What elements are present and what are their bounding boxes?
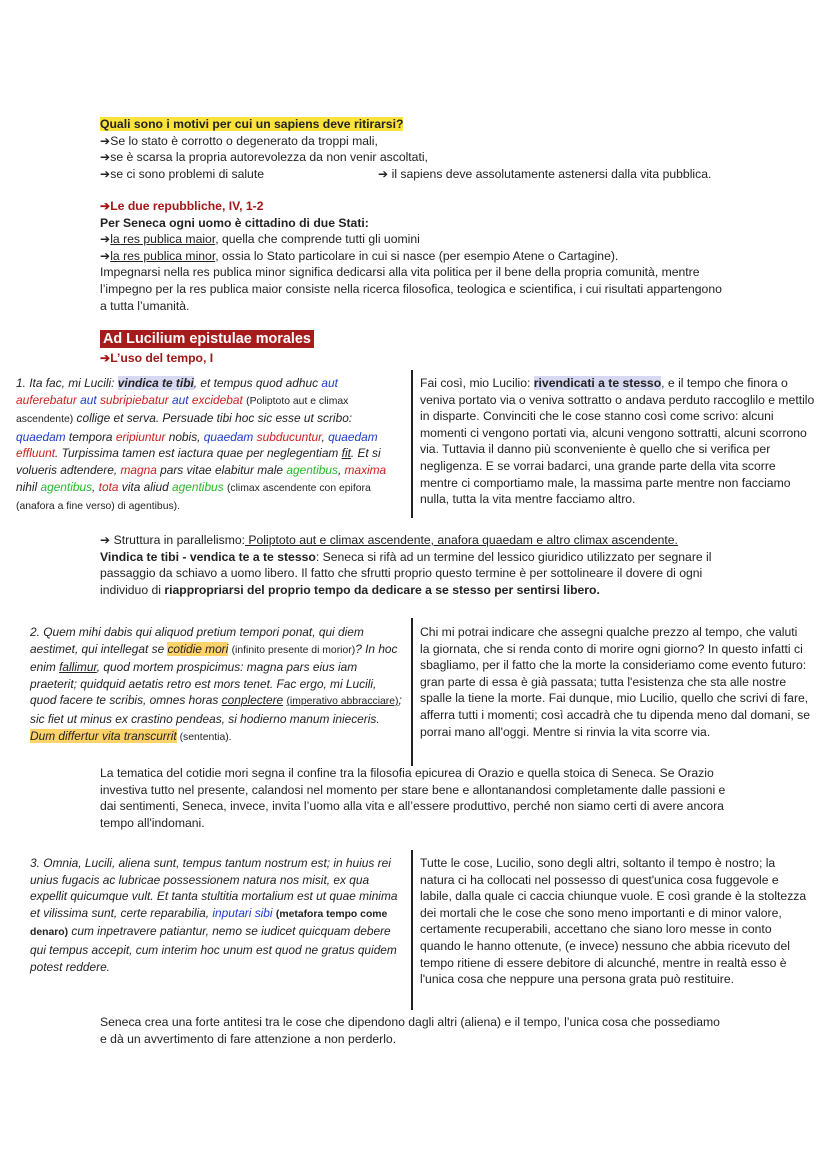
arrow-icon: ➔ [100, 533, 111, 547]
arrow-icon: ➔ [100, 232, 111, 247]
sapiens-conclusion: ➔ il sapiens deve assolutamente astenersi dalla vita pubblica. [378, 166, 712, 181]
arrow-icon: ➔ [100, 133, 111, 148]
arrow-icon: ➔ [100, 248, 111, 263]
arrow-icon: ➔ [100, 351, 111, 365]
s1-note [100, 532, 735, 598]
repubbliche-heading: ➔Le due repubbliche, IV, 1-2 [100, 199, 264, 213]
s1-vindica-note: Vindica te tibi - vendica te a te stesso: Seneca si rifà ad un termine del lessico giuridico utilizzato per segnare il passaggio da schiavo a uomo libero. Il fatto che sfrutti proprio questo termine è per sottolineare il dovere di ogni individuo di riappropriarsi del proprio tempo da dedicare a se stesso per sentirsi libero. [100, 549, 712, 597]
epistulae-subheading: ➔L’uso del tempo, I [100, 351, 214, 365]
epistulae-header [100, 331, 314, 348]
repubbliche-section [100, 198, 725, 314]
s2-latin: 2. Quem mihi dabis qui aliquod pretium tempori ponat, qui diem aestimet, qui intellegat se cotidie mori (infinito presente di morior)? In hoc enim fallimur, quod mortem prospicimus: magna pars eius iam praeterit; quidquid aetatis retro est mors tenet. Fac ergo, mi Lucili, quod facere te scribis, omnes horas conplectere (imperativo abbracciare); sic fiet ut minus ex crastino pendeas, si hodierno manum inieceris. Dum differtur vita transcurrit (sententia). [30, 625, 402, 743]
s1-italian: Fai così, mio Lucilio: rivendicati a te stesso, e il tempo che finora o veniva portato via o veniva sottratto o andava perduto raccoglilo e mettilo in disparte. Convinciti che le cose stanno così come scrivo: alcuni momenti ci vengono portati via, alcuni vengono sottratti, alcuni scorrono via. Tuttavia il danno più sconveniente è quello che si verifica per negligenza. E se vorrai badarci, una grande parte della vita scorre mentre ci comportiamo male, la massima parte mentre non facciamo nulla, tutta la vita mentre facciamo altro. [420, 376, 815, 507]
sapiens-reason-1: ➔Se lo stato è corrotto o degenerato da troppi mali, [100, 133, 378, 148]
s1-structure-note: ➔ Struttura in parallelismo: Poliptoto aut e climax ascendente, anafora quaedam e altro climax ascendente. [100, 533, 678, 547]
arrow-icon: ➔ [100, 150, 111, 165]
arrow-icon: ➔ [100, 166, 111, 181]
s3-note: Seneca crea una forte antitesi tra le cose che dipendono dagli altri (aliena) e il tempo, l’unica cosa che possediamo e dà un avvertimento di fare attenzione a non perderlo. [100, 1015, 720, 1046]
sapiens-reason-2: ➔se è scarsa la propria autorevolezza da non venir ascoltati, [100, 150, 428, 165]
s2-note: La tematica del cotidie mori segna il confine tra la filosofia epicurea di Orazio e quella stoica di Seneca. Se Orazio investiva tutto nel presente, calandosi nel momento per stare bene e allontanandosi completamente dalle passioni e dai sentimenti, Seneca, invece, invita l’uomo alla vita e all’essere produttivo, perché non siamo certi di avere ancora tempo all'indomani. [100, 766, 726, 830]
s3-latin: 3. Omnia, Lucili, aliena sunt, tempus tantum nostrum est; in huius rei unius fugacis ac lubricae possessionem natura nos misit, ex qua expellit quicumque vult. Et tanta stultitia mortalium est ut quae minima et vilissima sunt, certe reparabilia, inputari sibi (metafora tempo come denaro) cum inpetravere patiantur, nemo se iudicet quicquam debere qui tempus accepit, cum interim hoc unum est quod ne gratus quidem potest reddere. [30, 856, 398, 974]
s2-italian: Chi mi potrai indicare che assegni qualche prezzo al tempo, che valuti la giornata, che si renda conto di morire ogni giorno? In questo infatti ci sbagliamo, per il fatto che la morte la consideriamo come evento futuro: gran parte di essa è già passata; tutta l'esistenza che sta alle nostre spalle la tiene la morte. Fai dunque, mio Lucilio, quello che scrivi di fare, afferra tutti i momenti; così accadrà che tu dipenda meno dal domani, se porrai mano all'oggi. Mentre si rinvia la vita scorre via. [420, 625, 810, 739]
sapiens-reason-3: ➔se ci sono problemi di salute ➔ il sapiens deve assolutamente astenersi dalla vita pubblica. [100, 166, 712, 181]
s1-column-divider [411, 370, 413, 518]
s3-italian: Tutte le cose, Lucilio, sono degli altri, soltanto il tempo è nostro; la natura ci ha collocati nel possesso di quest'unica cosa fuggevole e labile, dalla quale ci caccia chiunque vuole. E così grande è la stoltezza dei mortali che le cose che sono meno importanti e di minor valore, certamente recuperabili, accettano che siano loro messe in conto quando le hanno ottenute, (e invece) nessuno che abbia ricevuto del tempo ritiene di essere debitore di alcunché, mentre in realtà esso è l'unica cosa che neppure una persona grata può restituire. [420, 856, 807, 987]
res-publica-minor: ➔la res publica minor, ossia lo Stato particolare in cui si nasce (per esempio Atene o Cartagine). [100, 248, 619, 263]
s1-latin: 1. Ita fac, mi Lucili: vindica te tibi, et tempus quod adhuc aut auferebatur aut subripiebatur aut excidebat (Poliptoto aut e climax ascendente) collige et serva. Persuade tibi hoc sic esse ut scribo: quaedam tempora eripiuntur nobis, quaedam subducuntur, quaedam effluunt. Turpissima tamen est iactura quae per neglegentiam fit. Et si volueris adtendere, magna pars vitae elabitur male agentibus, maxima nihil agentibus, tota vita aliud agentibus (climax ascendente con epifora (anafora a fine verso) di agentibus). [16, 376, 387, 513]
repubbliche-intro: Per Seneca ogni uomo è cittadino di due Stati: [100, 215, 369, 230]
arrow-icon: ➔ [100, 199, 111, 213]
repubbliche-paragraph: Impegnarsi nella res publica minor significa dedicarsi alla vita politica per il bene della propria comunità, mentre l’impegno per la res publica maior consiste nella ricerca filosofica, teologica e scientifica, i cui risultati appartengono a tutta l’umanità. [100, 265, 722, 313]
arrow-icon: ➔ [378, 166, 389, 181]
res-publica-maior: ➔la res publica maior, quella che comprende tutti gli uomini [100, 232, 420, 247]
sapiens-section [100, 116, 740, 182]
s3-column-divider [411, 850, 413, 1010]
sapiens-question: Quali sono i motivi per cui un sapiens deve ritirarsi? [100, 117, 404, 131]
epistulae-banner: Ad Lucilium epistulae morales [100, 330, 314, 348]
s2-column-divider [411, 618, 413, 766]
